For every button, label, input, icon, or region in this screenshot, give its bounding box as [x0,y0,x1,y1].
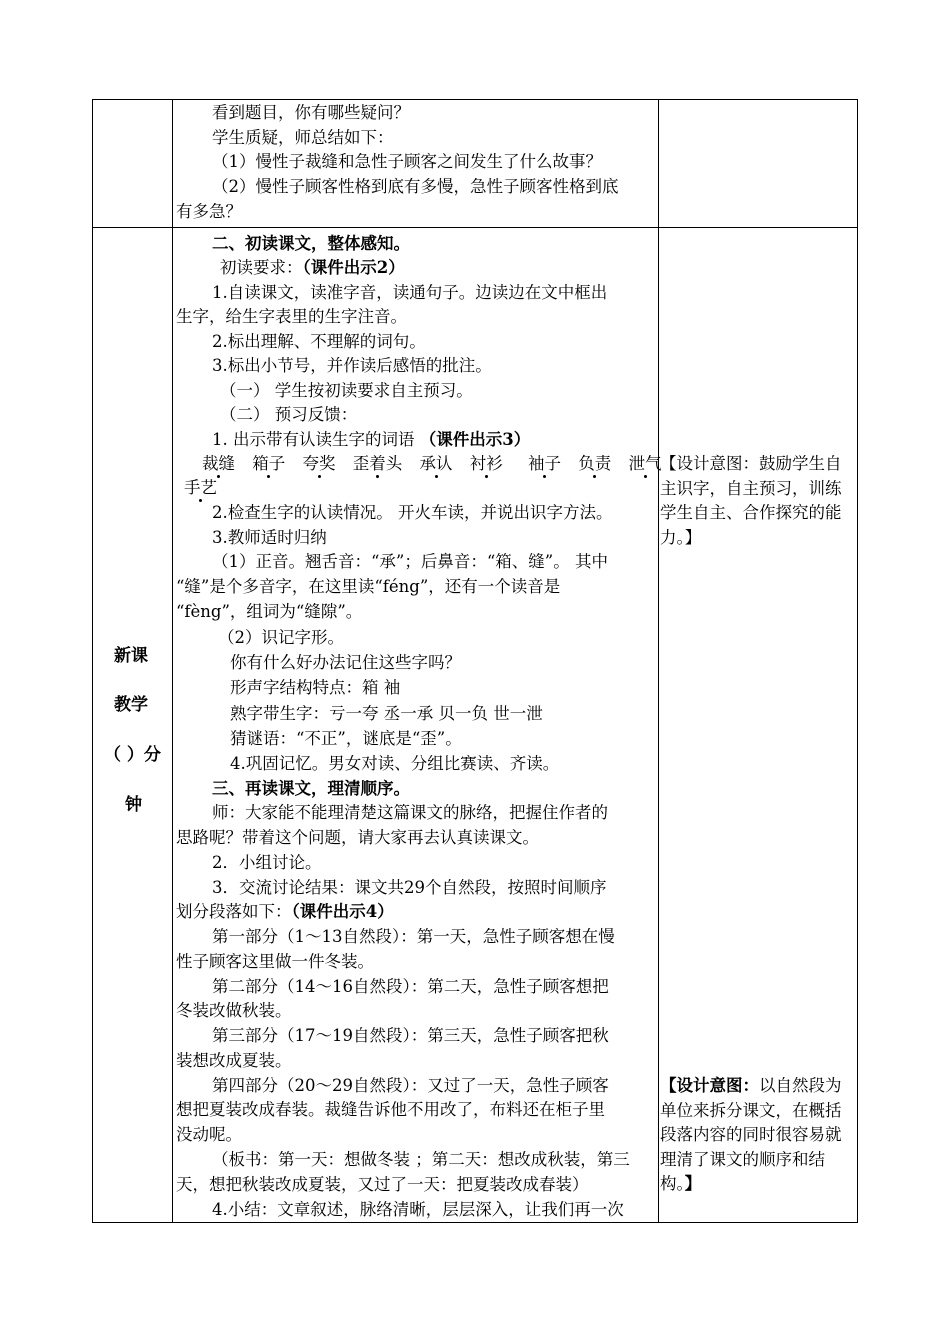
vocab-word: 裁缝 [202,454,235,473]
vocab-word: 夸奖 [302,454,336,473]
check-line: 3.教师适时归纳 [212,528,327,547]
discussion-line: 划分段落如下：（课件出示4） [176,902,394,921]
step-line: （二） 预习反馈： [220,405,358,424]
check-line: 2.检查生字的认读情况。 开火车读，并说出识字方法。 [212,503,613,522]
vocab-word: 袖子 [528,454,561,473]
glyph-line: 你有什么好办法记住这些字吗？ [230,653,461,672]
pronunciation-line: “缝”是个多音字，在这里读“féng”，还有一个读音是 [176,577,561,596]
step-line: （一） 学生按初读要求自主预习。 [220,381,473,400]
pronunciation-line: “fèng”，组词为“缝隙”。 [176,602,363,621]
part-line: 没动呢。 [176,1125,242,1144]
glyph-line: 形声字结构特点：箱 袖 [230,678,401,697]
column-divider [172,100,173,1222]
row1-line: 有多急？ [176,202,242,221]
discussion-line: 3．交流讨论结果：课文共29个自然段，按照时间顺序 [212,878,607,897]
vocab-words [202,452,662,477]
summary-line: 4.小结：文章叙述，脉络清晰，层层深入，让我们再一次 [212,1200,624,1219]
show-words-line: 1. 出示带有认读生字的词语 （课件出示3） [212,430,531,449]
section-label-4: 钟 [125,795,142,815]
glyph-line: 4.巩固记忆。男女对读、分组比赛读、齐读。 [230,754,560,773]
section-label-3: （ ）分 [104,745,161,765]
part-line: 装想改成夏装。 [176,1051,292,1070]
row1-line: 学生质疑，师总结如下： [212,128,394,147]
discussion-line: 师：大家能不能理清楚这篇课文的脉络，把握住作者的 [212,803,608,822]
requirement-line: 1.自读课文，读准字音，读通句子。边读边在文中框出 [212,283,608,302]
design-note-1: 【设计意图：鼓励学生自主识字，自主预习，训练学生自主、合作探究的能力。】 [660,454,842,547]
vocab-word: 衬衫 [469,454,503,473]
part-line: 性子顾客这里做一件冬装。 [176,952,374,971]
glyph-line: （2）识记字形。 [218,628,344,647]
heading-first-reading: 二、初读课文，整体感知。 [212,234,410,253]
requirement-line: 3.标出小节号，并作读后感悟的批注。 [212,356,492,375]
requirement-line: 2.标出理解、不理解的词句。 [212,332,426,351]
requirement-line: 生字，给生字表里的生字注音。 [176,307,407,326]
part-line: 第一部分（1～13自然段）：第一天，急性子顾客想在慢 [212,927,615,946]
part-line: 第三部分（17～19自然段）：第三天，急性子顾客把秋 [212,1026,609,1045]
vocab-word: 箱子 [252,454,286,473]
vocab-word-2: 手艺 [184,478,217,497]
board-line: 天，想把秋装改成夏装，又过了一天：把夏装改成春装） [176,1175,589,1194]
row1-line: （1）慢性子裁缝和急性子顾客之间发生了什么故事？ [212,152,602,171]
pronunciation-line: （1）正音。翘舌音：“承”；后鼻音：“箱、缝”。 其中 [212,552,608,571]
section-label-2: 教学 [114,695,148,715]
discussion-line: 思路呢？带着这个问题，请大家再去认真读课文。 [176,828,539,847]
vocab-word: 承认 [419,454,453,473]
reading-requirement: 初读要求：（课件出示2） [220,258,405,277]
vocab-word: 泄气 [628,454,662,473]
heading-second-reading: 三、再读课文，理清顺序。 [212,779,410,798]
design-note-2: 【设计意图：以自然段为单位来拆分课文，在概括段落内容的同时很容易就理清了课文的顺序和结构。】 [660,1076,842,1193]
glyph-line: 猜谜语：“不正”，谜底是“歪”。 [230,729,462,748]
part-line: 第四部分（20～29自然段）：又过了一天，急性子顾客 [212,1076,609,1095]
glyph-line: 熟字带生字：亏一夸 丞一承 贝一负 世一泄 [230,704,543,723]
board-line: （板书：第一天：想做冬装 ；第二天：想改成秋装，第三 [212,1150,630,1169]
section-label-1: 新课 [114,646,148,666]
row1-line: （2）慢性子顾客性格到底有多慢，急性子顾客性格到底 [212,177,619,196]
part-line: 想把夏装改成春装。裁缝告诉他不用改了，布料还在柜子里 [176,1100,605,1119]
row1-line: 看到题目，你有哪些疑问？ [212,103,410,122]
part-line: 第二部分（14～16自然段）：第二天，急性子顾客想把 [212,977,609,996]
column-divider [658,100,659,1222]
vocab-word: 负责 [578,454,612,473]
discussion-line: 2．小组讨论。 [212,853,322,872]
part-line: 冬装改做秋装。 [176,1001,292,1020]
vocab-word: 歪着头 [352,454,403,473]
row-divider [93,227,857,228]
